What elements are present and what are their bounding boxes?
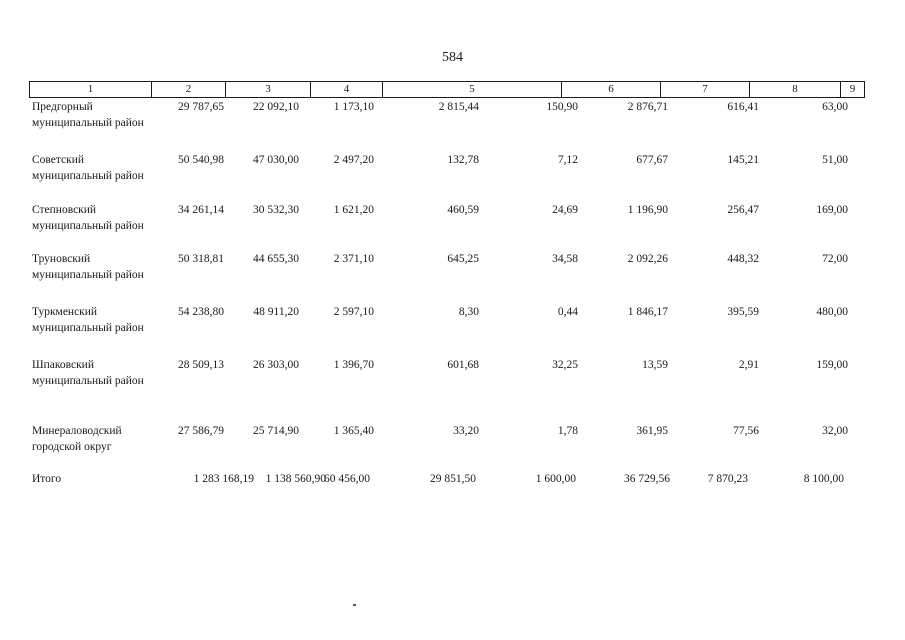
cell-col-3: 1 138 560,90 [265, 473, 326, 485]
district-name: Шпаковский муниципальный район [32, 359, 144, 387]
cell-col-2: 28 509,13 [178, 359, 224, 371]
cell-col-4: 2 371,10 [333, 253, 374, 265]
cell-col-3: 30 532,30 [253, 204, 299, 216]
cell-col-5: 460,59 [447, 204, 479, 216]
cell-col-9: 8 100,00 [803, 473, 844, 485]
header-cell-6: 6 [562, 82, 661, 97]
cell-col-9: 169,00 [816, 204, 848, 216]
cell-col-2: 1 283 168,19 [193, 473, 254, 485]
cell-col-6: 32,25 [552, 359, 578, 371]
cell-col-9: 32,00 [822, 425, 848, 437]
header-cell-4: 4 [311, 82, 383, 97]
header-cell-3: 3 [226, 82, 311, 97]
cell-col-3: 48 911,20 [253, 306, 299, 318]
cell-col-8: 7 870,23 [707, 473, 748, 485]
district-name: Туркменский муниципальный район [32, 306, 144, 334]
cell-col-6: 24,69 [552, 204, 578, 216]
cell-col-4: 1 365,40 [333, 425, 374, 437]
header-cell-5: 5 [383, 82, 562, 97]
cell-col-5: 645,25 [447, 253, 479, 265]
cell-col-4: 1 396,70 [333, 359, 374, 371]
cell-col-8: 77,56 [733, 425, 759, 437]
cell-col-3: 47 030,00 [253, 154, 299, 166]
cell-col-7: 677,67 [636, 154, 668, 166]
cell-col-5: 601,68 [447, 359, 479, 371]
cell-col-7: 2 876,71 [627, 101, 668, 113]
header-cell-2: 2 [152, 82, 226, 97]
cell-col-7: 13,59 [642, 359, 668, 371]
cell-col-5: 8,30 [458, 306, 479, 318]
cell-col-3: 22 092,10 [253, 101, 299, 113]
cell-col-2: 29 787,65 [178, 101, 224, 113]
header-cell-1: 1 [30, 82, 152, 97]
cell-col-2: 50 318,81 [178, 253, 224, 265]
cell-col-4: 1 173,10 [333, 101, 374, 113]
cell-col-2: 50 540,98 [178, 154, 224, 166]
cell-col-5: 132,78 [447, 154, 479, 166]
cell-col-5: 29 851,50 [430, 473, 476, 485]
header-cell-9: 9 [849, 83, 856, 95]
cell-col-6: 0,44 [557, 306, 578, 318]
page-number: 584 [442, 50, 463, 65]
cell-col-6: 1,78 [557, 425, 578, 437]
cell-col-9: 72,00 [822, 253, 848, 265]
cell-col-9: 51,00 [822, 154, 848, 166]
table-header [29, 81, 865, 98]
cell-col-7: 1 196,90 [627, 204, 668, 216]
district-name: Предгорный муниципальный район [32, 101, 144, 129]
cell-col-8: 448,32 [727, 253, 759, 265]
cell-col-6: 34,58 [552, 253, 578, 265]
cell-col-6: 7,12 [557, 154, 578, 166]
scan-speck [353, 604, 356, 606]
cell-col-5: 33,20 [453, 425, 479, 437]
cell-col-8: 616,41 [727, 101, 759, 113]
district-name: Минераловодский городской округ [32, 425, 122, 453]
cell-col-7: 1 846,17 [627, 306, 668, 318]
cell-col-6: 1 600,00 [535, 473, 576, 485]
cell-col-9: 63,00 [822, 101, 848, 113]
total-label: Итого [32, 473, 62, 485]
cell-col-3: 44 655,30 [253, 253, 299, 265]
cell-col-3: 26 303,00 [253, 359, 299, 371]
cell-col-4: 1 621,20 [333, 204, 374, 216]
header-cell-8: 8 [750, 82, 841, 97]
district-name: Степновский муниципальный район [32, 204, 144, 232]
cell-col-8: 395,59 [727, 306, 759, 318]
cell-col-4: 2 597,10 [333, 306, 374, 318]
cell-col-2: 27 586,79 [178, 425, 224, 437]
cell-col-7: 2 092,26 [627, 253, 668, 265]
cell-col-8: 2,91 [738, 359, 759, 371]
cell-col-6: 150,90 [546, 101, 578, 113]
cell-col-9: 480,00 [816, 306, 848, 318]
cell-col-7: 36 729,56 [624, 473, 670, 485]
header-cell-7: 7 [661, 82, 750, 97]
cell-col-2: 54 238,80 [178, 306, 224, 318]
cell-col-5: 2 815,44 [438, 101, 479, 113]
cell-col-4: 2 497,20 [333, 154, 374, 166]
district-name: Труновский муниципальный район [32, 253, 144, 281]
cell-col-8: 256,47 [727, 204, 759, 216]
cell-col-9: 159,00 [816, 359, 848, 371]
cell-col-2: 34 261,14 [178, 204, 224, 216]
cell-col-4: 60 456,00 [324, 473, 370, 485]
cell-col-8: 145,21 [727, 154, 759, 166]
district-name: Советский муниципальный район [32, 154, 144, 182]
cell-col-7: 361,95 [636, 425, 668, 437]
cell-col-3: 25 714,90 [253, 425, 299, 437]
